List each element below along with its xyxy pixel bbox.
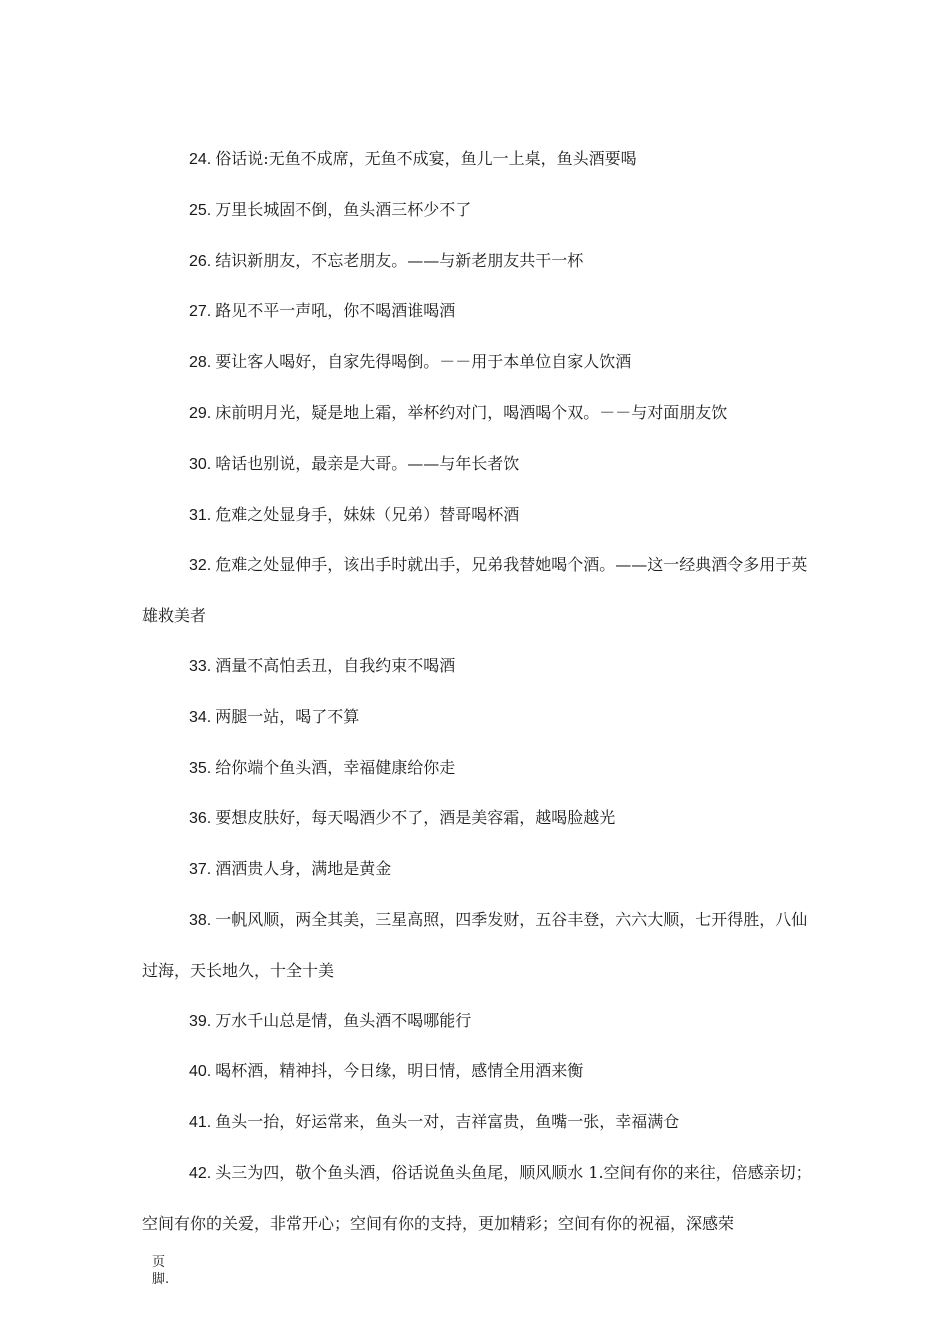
list-item [142, 185, 822, 236]
item-text: 危难之处显身手，妹妹（兄弟）替哥喝杯酒 [215, 504, 520, 524]
item-number: 27. [189, 303, 212, 321]
list-item [142, 236, 822, 287]
item-number: 31. [189, 506, 212, 524]
item-number: 40. [189, 1063, 212, 1081]
item-text: 万水千山总是情，鱼头酒不喝哪能行 [215, 1010, 472, 1030]
item-number: 42. [189, 1164, 212, 1182]
item-text: 要想皮肤好，每天喝酒少不了，酒是美容霜，越喝脸越光 [215, 808, 616, 828]
item-number: 24. [189, 151, 212, 168]
item-text: 俗话说:无鱼不成席，无鱼不成宴，鱼儿一上桌，鱼头酒要喝 [215, 149, 637, 168]
item-number: 41. [189, 1114, 212, 1132]
item-number: 29. [189, 404, 212, 422]
item-text: 喝杯酒，精神抖，今日缘，明日情，感情全用酒来衡 [215, 1061, 584, 1081]
list-item [142, 286, 822, 337]
list-item [142, 490, 822, 541]
item-text: 危难之处显伸手，该出手时就出手，兄弟我替她喝个酒。——这一经典酒令多用于英雄救美者 [142, 555, 808, 626]
list-item [142, 641, 822, 692]
item-text: 要让客人喝好，自家先得喝倒。－－用于本单位自家人饮酒 [215, 352, 632, 372]
footer-line-1: 页 [152, 1255, 166, 1270]
item-text: 酒洒贵人身，满地是黄金 [215, 859, 392, 879]
item-number: 25. [189, 201, 212, 219]
item-text: 一帆风顺，两全其美，三星高照，四季发财，五谷丰登，六六大顺，七开得胜，八仙过海，天长地久，十全十美 [142, 909, 808, 980]
list-item [142, 388, 822, 439]
item-number: 34. [189, 708, 212, 726]
item-text: 两腿一站，喝了不算 [215, 706, 360, 726]
list-item [142, 540, 822, 641]
page-footer [152, 1254, 182, 1288]
list-item [142, 439, 822, 490]
item-number: 30. [189, 455, 212, 473]
toast-list [142, 134, 822, 1249]
item-number: 39. [189, 1012, 212, 1030]
list-item [142, 996, 822, 1047]
item-number: 28. [189, 354, 212, 372]
item-number: 37. [189, 861, 212, 879]
list-item [142, 844, 822, 895]
item-text: 头三为四，敬个鱼头酒，俗话说鱼头鱼尾，顺风顺水 1.空间有你的来往，倍感亲切；空间有你的关爱，非常开心；空间有你的支持，更加精彩；空间有你的祝福，深感荣 [142, 1162, 812, 1233]
item-number: 26. [189, 252, 212, 270]
list-item [142, 895, 822, 996]
item-text: 鱼头一抬，好运常来，鱼头一对，吉祥富贵，鱼嘴一张，幸福满仓 [215, 1112, 680, 1132]
list-item [142, 692, 822, 743]
item-text: 结识新朋友，不忘老朋友。——与新老朋友共干一杯 [215, 250, 584, 270]
item-number: 33. [189, 657, 212, 675]
list-item [142, 1097, 822, 1148]
list-item [142, 743, 822, 794]
item-text: 酒量不高怕丢丑，自我约束不喝酒 [215, 655, 456, 675]
list-item [142, 1046, 822, 1097]
footer-line-2: 脚. [152, 1272, 170, 1287]
list-item [142, 793, 822, 844]
list-item [142, 337, 822, 388]
item-number: 35. [189, 759, 212, 777]
item-text: 床前明月光，疑是地上霜，举杯约对门，喝酒喝个双。－－与对面朋友饮 [215, 402, 728, 422]
item-number: 32. [189, 557, 212, 575]
item-text: 给你端个鱼头酒，幸福健康给你走 [215, 757, 456, 777]
item-text: 万里长城固不倒，鱼头酒三杯少不了 [215, 199, 472, 219]
list-item [142, 134, 822, 185]
list-item [142, 1148, 822, 1249]
item-number: 36. [189, 810, 212, 828]
item-text: 路见不平一声吼，你不喝酒谁喝酒 [215, 301, 456, 321]
item-text: 啥话也别说，最亲是大哥。——与年长者饮 [215, 453, 520, 473]
item-number: 38. [189, 911, 212, 929]
